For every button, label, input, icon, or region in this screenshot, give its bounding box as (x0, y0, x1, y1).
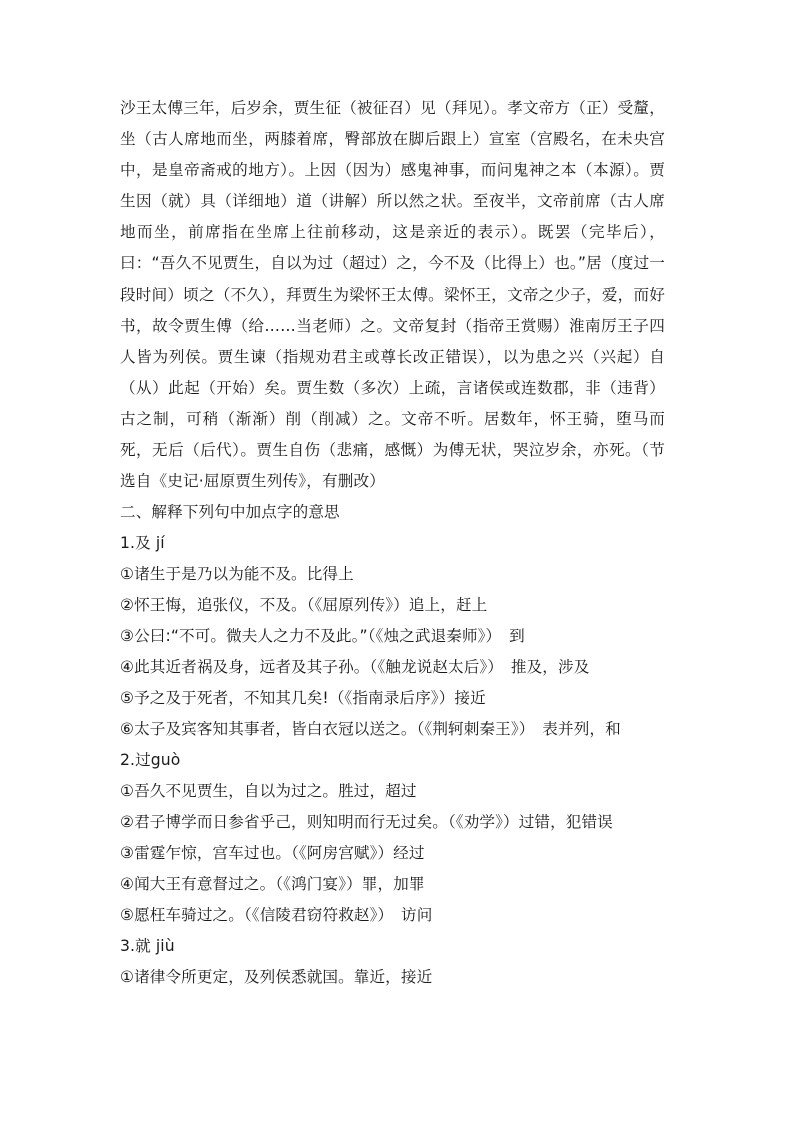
entry-guo-item-1: ①吾久不见贾生，自以为过之。胜过，超过 (120, 782, 417, 801)
entry-guo-item-5: ⑤愿枉车骑过之。（《信陵君窃符救赵》） 访问 (120, 906, 433, 925)
entry-guo-item-4: ④闻大王有意督过之。（《鸿门宴》）罪，加罪 (120, 875, 425, 894)
entry-ji-item-5: ⑤予之及于死者，不知其几矣!（《指南录后序》）接近 (120, 689, 486, 708)
entry-ji-item-1: ①诸生于是乃以为能不及。比得上 (120, 565, 354, 584)
document-page (120, 93, 665, 993)
entry-ji-item-3: ③公曰:“不可。微夫人之力不及此。”（《烛之武退秦师》） 到 (120, 627, 525, 646)
entry-heading-jiu: 3.就 jiù (120, 937, 175, 956)
entry-ji-item-2: ②怀王悔，追张仪，不及。（《屈原列传》）追上，赶上 (120, 596, 488, 615)
entry-guo-item-2: ②君子博学而日参省乎己，则知明而行无过矣。（《劝学》）过错，犯错误 (120, 813, 613, 832)
section-heading: 二、解释下列句中加点字的意思 (120, 503, 340, 522)
entry-jiu-item-1: ①诸律令所更定，及列侯悉就国。靠近，接近 (120, 968, 433, 987)
passage-paragraph: 沙王太傅三年，后岁余，贾生征（被征召）见（拜见）。孝文帝方（正）受釐，坐（古人席地而坐，两膝着席，臀部放在脚后跟上）宣室（宫殿名，在未央宫中，是皇帝斋戒的地方）。上因（因为）感鬼神事，而问鬼神之本（本源）。贾生因（就）具（详细地）道（讲解）所以然之状。至夜半，文帝前席（古人席地而坐，前席指在坐席上往前移动，这是亲近的表示）。既罢（完毕后），曰：“吾久不见贾生，自以为过（超过）之，今不及（比得上）也。”居（度过一段时间）顷之（不久），拜贾生为梁怀王太傅。梁怀王，文帝之少子，爱，而好书，故令贾生傅（给……当老师）之。文帝复封（指帝王赏赐）淮南厉王子四人皆为列侯。贾生谏（指规劝君主或尊长改正错误），以为患之兴（兴起）自（从）此起（开始）矣。贾生数（多次）上疏，言诸侯或连数郡，非（违背）古之制，可稍（渐渐）削（削减）之。文帝不听。居数年，怀王骑，堕马而死，无后（后代）。贾生自伤（悲痛，感慨）为傅无状，哭泣岁余，亦死。（节选自《史记·屈原贾生列传》，有删改） (120, 99, 665, 491)
entry-ji-item-4: ④此其近者祸及身，远者及其子孙。（《触龙说赵太后》） 推及，涉及 (120, 658, 590, 677)
entry-guo-item-3: ③雷霆乍惊，宫车过也。（《阿房宫赋》）经过 (120, 844, 425, 863)
entry-heading-guo: 2.过guò (120, 751, 181, 770)
entry-ji-item-6: ⑥太子及宾客知其事者，皆白衣冠以送之。（《荆轲刺秦王》） 表并列，和 (120, 720, 621, 739)
entry-heading-ji: 1.及 jí (120, 534, 165, 553)
